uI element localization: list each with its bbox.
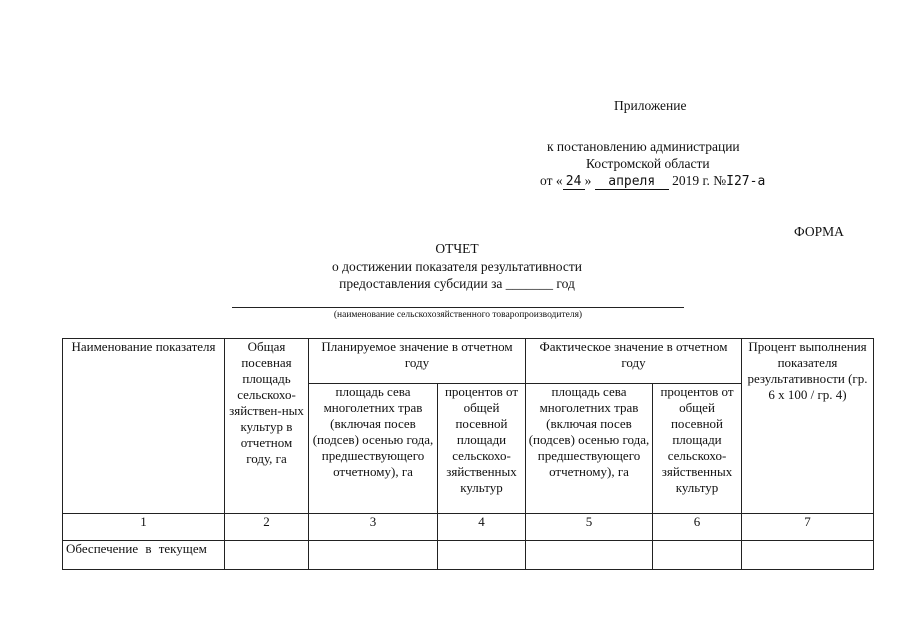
date-close: » (584, 173, 592, 188)
column-number: 2 (225, 514, 309, 541)
date-prefix: от « (540, 173, 563, 188)
producer-line (232, 307, 684, 308)
table-cell (742, 541, 874, 570)
header-planned-value: Планируемое значение в отчетном году (309, 339, 526, 384)
forma-label: ФОРМА (794, 224, 844, 239)
report-subtitle-2: предоставления субсидии за _______ год (339, 276, 575, 291)
table-cell (309, 541, 438, 570)
header-total-area: Общая посевная площадь сельскохо-зяйствен-ных культур в отчетном году, га (225, 339, 309, 514)
table-cell (438, 541, 526, 570)
table-cell (225, 541, 309, 570)
header-completion-percent: Процент выполнения показателя результативности (гр. 6 x 100 / гр. 4) (742, 339, 874, 514)
row-label: Обеспечение в текущем (63, 541, 225, 570)
appendix-date-line (540, 172, 766, 190)
column-number: 3 (309, 514, 438, 541)
report-subtitle-1: о достижении показателя результативности (331, 259, 583, 274)
date-day: 24 (563, 174, 585, 190)
column-number: 4 (438, 514, 526, 541)
column-number: 6 (653, 514, 742, 541)
report-title: ОТЧЕТ (435, 241, 479, 256)
appendix-title: Приложение (614, 98, 687, 113)
column-number: 5 (526, 514, 653, 541)
date-year: 2019 г. № (672, 173, 727, 188)
date-month: апреля (595, 174, 669, 190)
header-planned-area: площадь сева многолетних трав (включая посев (подсев) осенью года, предшествующего отчетному), га (309, 384, 438, 514)
table-cell (526, 541, 653, 570)
appendix-line-2: Костромской области (586, 156, 710, 171)
report-table (62, 338, 874, 570)
column-number: 1 (63, 514, 225, 541)
decree-number: I27-а (726, 174, 766, 189)
header-actual-area: площадь сева многолетних трав (включая посев (подсев) осенью года, предшествующего отчетному), га (526, 384, 653, 514)
producer-caption: (наименование сельскохозяйственного товаропроизводителя) (333, 310, 583, 320)
header-actual-value: Фактическое значение в отчетном году (526, 339, 742, 384)
table-cell (653, 541, 742, 570)
header-planned-percent: процентов от общей посевной площади сельскохо-зяйственных культур (438, 384, 526, 514)
column-number: 7 (742, 514, 874, 541)
appendix-line-1: к постановлению администрации (547, 139, 740, 154)
header-actual-percent: процентов от общей посевной площади сельскохо-зяйственных культур (653, 384, 742, 514)
header-indicator-name: Наименование показателя (63, 339, 225, 514)
